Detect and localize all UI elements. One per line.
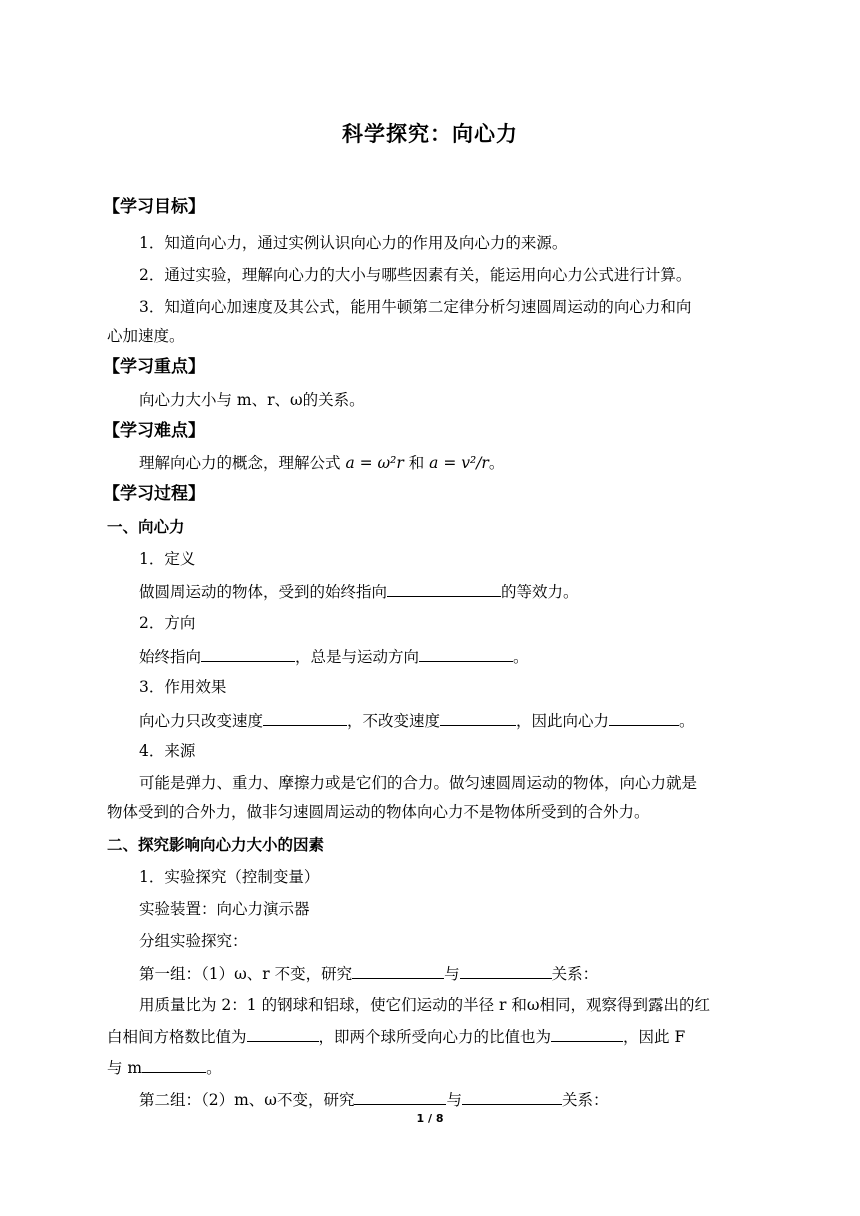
source-label: 4．来源 [139,742,196,760]
group-1-desc-2-mid: ，即两个球所受向心力的比值也为 [318,1028,552,1046]
process-heading: 【学习过程】 [103,484,205,504]
difficulties-text-after: 。 [488,454,505,472]
group-1-desc-2-post: ，因此 F [623,1028,686,1046]
groups-text: 分组实验探究： [139,932,248,950]
definition-post: 的等效力。 [501,583,579,601]
effect-mid-1: ，不改变速度 [347,712,441,730]
key-points-text: 向心力大小与 m、r、ω的关系。 [139,391,365,409]
effect-text [139,709,695,732]
apparatus-text: 实验装置：向心力演示器 [139,900,310,918]
group-1-mid: 与 [444,965,460,983]
formula-centripetal-velocity: a = v²/r [429,454,489,472]
experiment-label: 1．实验探究（控制变量） [139,868,320,886]
effect-mid-2: ，因此向心力 [516,712,610,730]
page-number: 1 / 8 [416,1112,444,1125]
fill-blank [440,709,516,726]
formula-centripetal-omega: a = ω²r [345,454,404,472]
group-2-text [139,1088,608,1111]
group-1-post: 关系： [551,965,599,983]
fill-blank [462,1088,562,1105]
group-1-desc-3-pre: 与 m [107,1059,143,1077]
objective-item-3: 3．知道向心加速度及其公式，能用牛顿第二定律分析匀速圆周运动的向心力和向 [139,298,692,316]
group-1-desc-3-post: 。 [206,1059,222,1077]
objective-item-3-cont: 心加速度。 [107,327,185,345]
fill-blank [551,1025,623,1042]
source-line-2: 物体受到的合外力，做非匀速圆周运动的物体向心力不是物体所受到的合外力。 [107,803,650,821]
definition-text [139,580,579,603]
source-line-1: 可能是弹力、重力、摩擦力或是它们的合力。做匀速圆周运动的物体，向心力就是 [139,774,698,792]
objectives-heading: 【学习目标】 [103,197,205,217]
group-1-pre: 第一组：（1）ω、r 不变，研究 [139,965,353,983]
fill-blank [354,1088,446,1105]
fill-blank [609,709,679,726]
fill-blank [201,645,295,662]
effect-post: 。 [679,712,695,730]
fill-blank [387,580,501,597]
difficulties-text-before: 理解向心力的概念，理解公式 [139,454,346,472]
group-1-desc-3 [107,1056,222,1079]
objective-item-1: 1．知道向心力，通过实例认识向心力的作用及向心力的来源。 [139,234,568,252]
page-title: 科学探究：向心力 [342,122,518,146]
fill-blank [247,1025,319,1042]
section-2-title: 二、探究影响向心力大小的因素 [107,836,325,854]
group-1-text [139,962,598,985]
difficulties-heading: 【学习难点】 [103,421,205,441]
group-1-desc-2-pre: 白相间方格数比值为 [107,1028,247,1046]
effect-label: 3．作用效果 [139,678,227,696]
direction-mid: ，总是与运动方向 [295,648,420,666]
definition-label: 1．定义 [139,550,196,568]
section-1-title: 一、向心力 [107,518,185,536]
group-2-mid: 与 [446,1091,462,1109]
fill-blank [142,1056,206,1073]
group-1-desc-1: 用质量比为 2：1 的钢球和铝球，使它们运动的半径 r 和ω相同，观察得到露出的红 [139,996,710,1014]
difficulties-text [139,452,504,474]
key-points-heading: 【学习重点】 [103,357,205,377]
direction-text [139,645,529,668]
effect-pre: 向心力只改变速度 [139,712,264,730]
direction-label: 2．方向 [139,614,196,632]
fill-blank [352,962,444,979]
group-2-pre: 第二组：（2）m、ω不变，研究 [139,1091,355,1109]
difficulties-text-mid: 和 [403,454,430,472]
definition-pre: 做圆周运动的物体，受到的始终指向 [139,583,388,601]
fill-blank [460,962,552,979]
fill-blank [419,645,513,662]
fill-blank [263,709,347,726]
group-2-post: 关系： [561,1091,609,1109]
direction-post: 。 [513,648,529,666]
objective-item-2: 2．通过实验，理解向心力的大小与哪些因素有关，能运用向心力公式进行计算。 [139,266,692,284]
direction-pre: 始终指向 [139,648,202,666]
group-1-desc-2 [107,1025,685,1048]
